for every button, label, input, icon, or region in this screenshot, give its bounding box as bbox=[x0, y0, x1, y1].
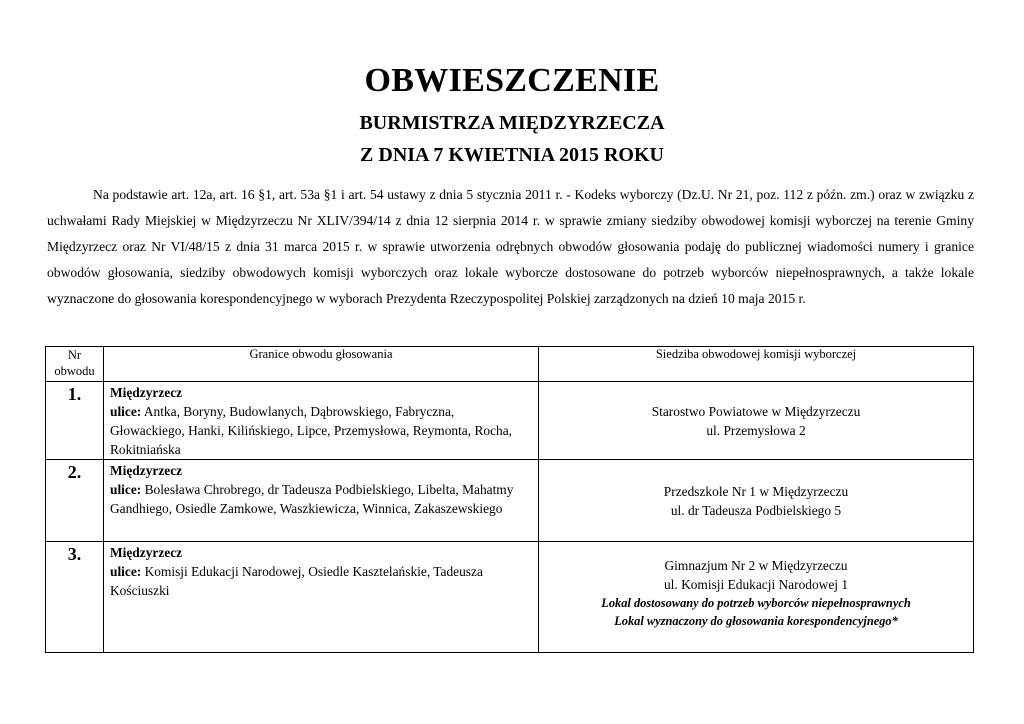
district-number: 1. bbox=[46, 382, 104, 460]
district-city: Międzyrzecz bbox=[110, 545, 183, 560]
district-streets: Antka, Boryny, Budowlanych, Dąbrowskiego, Fabryczna, Głowackiego, Hanki, Kilińskiego, Lipce, Przemysłowa, Reymonta, Rocha, Rokitniańska bbox=[110, 404, 513, 457]
table-row bbox=[46, 542, 974, 653]
table-row bbox=[46, 382, 974, 460]
voting-districts-table bbox=[45, 346, 974, 653]
district-number: 2. bbox=[46, 460, 104, 542]
intro-paragraph: Na podstawie art. 12a, art. 16 §1, art. 53a §1 i art. 54 ustawy z dnia 5 stycznia 2011 r. - Kodeks wyborczy (Dz.U. Nr 21, poz. 112 z późn. zm.) oraz w związku z uchwałami Rady Miejskiej w Międzyrzeczu Nr XLIV/394/14 z dnia 12 sierpnia 2014 r. w sprawie zmiany siedziby obwodowej komisji wyborczej na terenie Gminy Międzyrzecz oraz Nr VI/48/15 z dnia 31 marca 2015 r. w sprawie utworzenia odrębnych obwodów głosowania podaję do publicznej wiadomości numery i granice obwodów głosowania, siedziby obwodowych komisji wyborczych oraz lokale wyborcze dostosowane do potrzeb wyborców niepełnosprawnych, a także lokale wyznaczone do głosowania korespondencyjnego w wyborach Prezydenta Rzeczypospolitej Polskiej zarządzonych na dzień 10 maja 2015 r. bbox=[47, 187, 974, 306]
header-nr-line1: Nr bbox=[67, 348, 82, 362]
correspondence-voting-note: Lokal wyznaczony do głosowania korespondencyjnego* bbox=[614, 614, 898, 628]
seat-name: Przedszkole Nr 1 w Międzyrzeczu bbox=[663, 483, 849, 499]
district-city: Międzyrzecz bbox=[110, 385, 183, 400]
district-bounds bbox=[104, 382, 539, 460]
streets-label: ulice: bbox=[110, 564, 142, 579]
seat-name: Starostwo Powiatowe w Międzyrzeczu bbox=[651, 403, 861, 419]
district-bounds bbox=[104, 542, 539, 653]
commission-seat bbox=[539, 460, 974, 542]
table-header-row bbox=[46, 347, 974, 382]
notice-issuer: BURMISTRZA MIĘDZYRZECZA bbox=[359, 112, 665, 134]
seat-address: ul. dr Tadeusza Podbielskiego 5 bbox=[670, 502, 842, 518]
header-district-bounds: Granice obwodu głosowania bbox=[104, 347, 539, 382]
district-city: Międzyrzecz bbox=[110, 463, 183, 478]
table-row bbox=[46, 460, 974, 542]
district-streets: Komisji Edukacji Narodowej, Osiedle Kasztelańskie, Tadeusza Kościuszki bbox=[110, 564, 483, 598]
header-district-number bbox=[46, 347, 104, 382]
seat-address: ul. Przemysłowa 2 bbox=[706, 422, 806, 438]
header-nr-line2: obwodu bbox=[54, 364, 95, 378]
header-commission-seat: Siedziba obwodowej komisji wyborczej bbox=[539, 347, 974, 382]
streets-label: ulice: bbox=[110, 404, 142, 419]
streets-label: ulice: bbox=[110, 482, 142, 497]
seat-name: Gimnazjum Nr 2 w Międzyrzeczu bbox=[664, 558, 848, 573]
district-number: 3. bbox=[46, 542, 104, 653]
notice-title: OBWIESZCZENIE bbox=[364, 62, 660, 99]
district-streets: Bolesława Chrobrego, dr Tadeusza Podbielskiego, Libelta, Mahatmy Gandhiego, Osiedle Zamkowe, Waszkiewicza, Winnica, Zakaszewskiego bbox=[110, 482, 514, 516]
notice-date: Z DNIA 7 KWIETNIA 2015 ROKU bbox=[360, 144, 664, 166]
accessible-venue-note: Lokal dostosowany do potrzeb wyborców niepełnosprawnych bbox=[601, 596, 911, 610]
commission-seat bbox=[539, 382, 974, 460]
commission-seat bbox=[539, 542, 974, 653]
district-bounds bbox=[104, 460, 539, 542]
seat-address: ul. Komisji Edukacji Narodowej 1 bbox=[663, 577, 849, 592]
